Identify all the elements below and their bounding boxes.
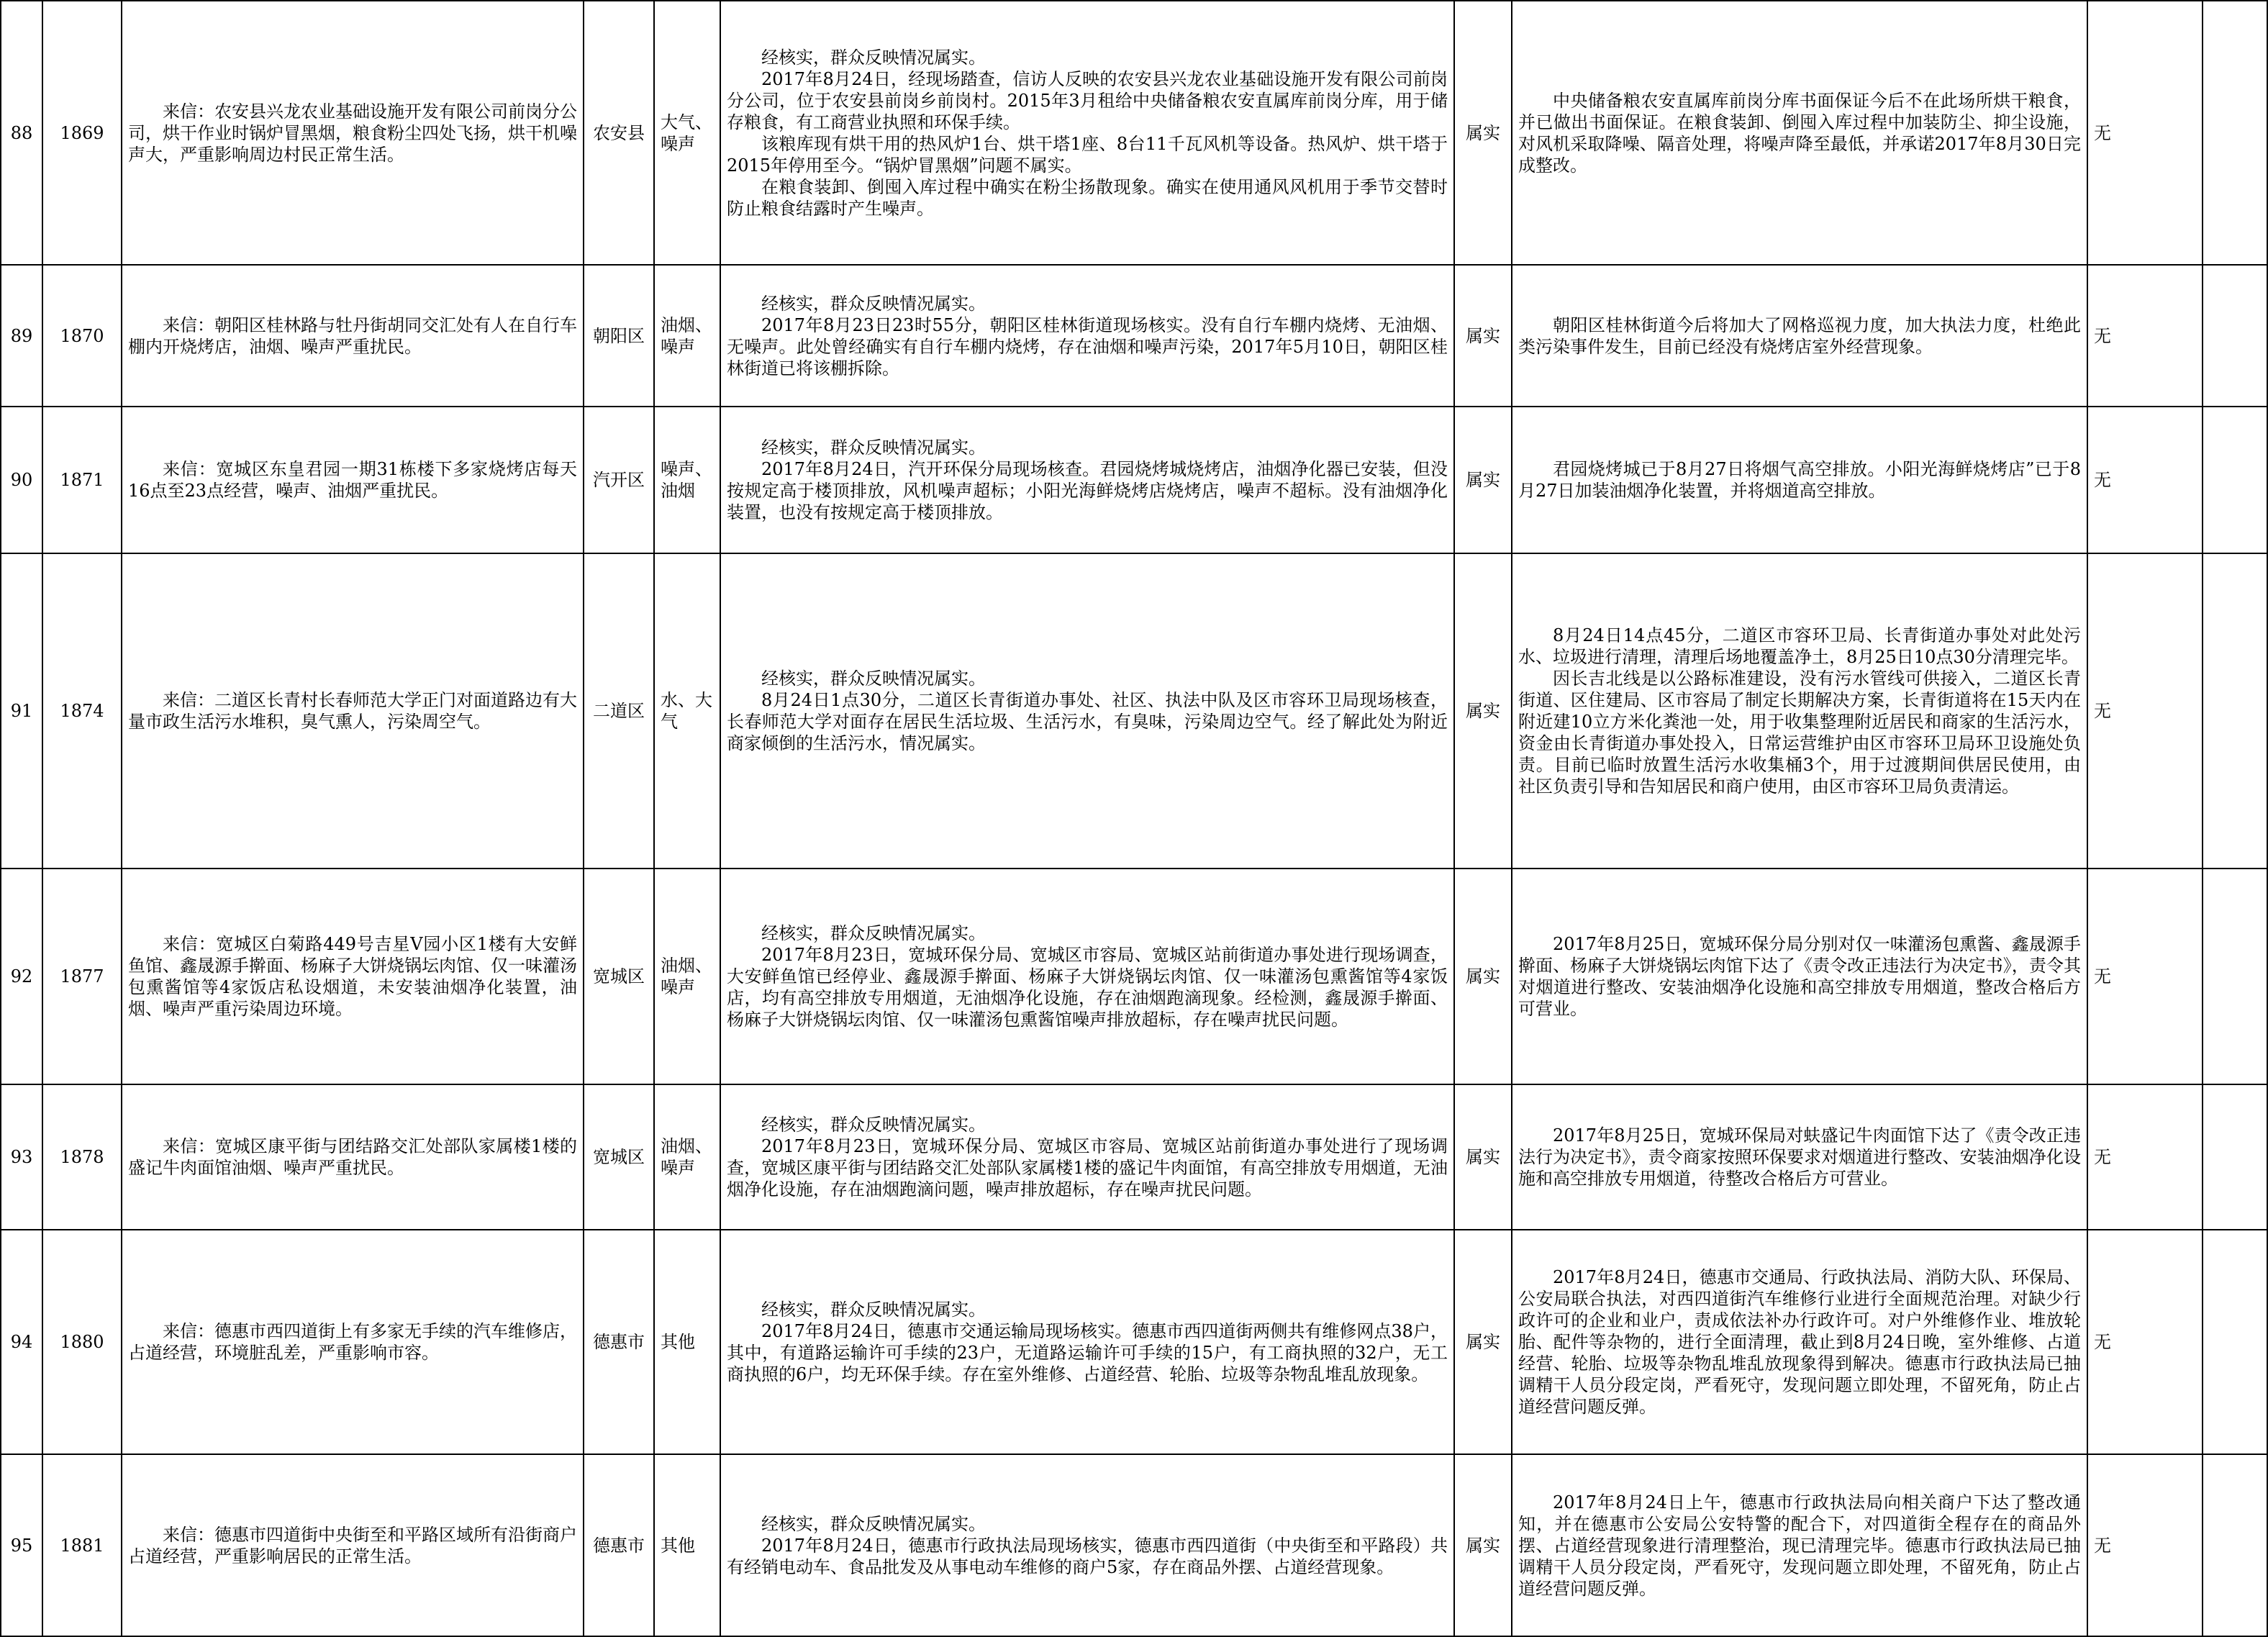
district: 二道区 — [584, 553, 654, 869]
handling-text — [1512, 1454, 2087, 1636]
investigation-text — [720, 1230, 1454, 1454]
investigation-text — [720, 407, 1454, 553]
table-row — [1, 1454, 2267, 1636]
investigation-paragraph: 2017年8月23日23时55分，朝阳区桂林街道现场核实。没有自行车棚内烧烤、无油烟、无噪声。此处曾经确实有自行车棚内烧烤，存在油烟和噪声污染，2017年5月10日，朝阳区桂林街道已将该棚拆除。 — [727, 314, 1448, 378]
empty-cell — [2203, 1230, 2267, 1454]
investigation-text — [720, 265, 1454, 407]
table-row — [1, 869, 2267, 1084]
case-code: 1874 — [42, 553, 122, 869]
investigation-paragraph: 经核实，群众反映情况属实。 — [761, 293, 986, 314]
handling-text — [1512, 869, 2087, 1084]
investigation-paragraph: 8月24日1点30分，二道区长青街道办事处、社区、执法中队及区市容环卫局现场核查，长春师范大学对面存在居民生活垃圾、生活污水，有臭味，污染周边空气。经了解此处为附近商家倾倒的生活污水，情况属实。 — [727, 690, 1448, 753]
pollution-type: 噪声、油烟 — [654, 407, 720, 553]
complaint-paragraph: 来信：德惠市四道街中央街至和平路区域所有沿街商户占道经营，严重影响居民的正常生活。 — [128, 1524, 577, 1566]
table-body — [1, 1, 2267, 1636]
district: 德惠市 — [584, 1230, 654, 1454]
handling-text — [1512, 1, 2087, 265]
district: 朝阳区 — [584, 265, 654, 407]
verdict: 属实 — [1454, 407, 1512, 553]
table-row — [1, 265, 2267, 407]
investigation-paragraph: 经核实，群众反映情况属实。 — [761, 923, 986, 943]
district: 宽城区 — [584, 1084, 654, 1230]
handling-paragraph: 2017年8月24日上午，德惠市行政执法局向相关商户下达了整改通知，并在德惠市公安局公安特警的配合下，对四道街全程存在的商品外摆、占道经营现象进行清理整治，现已清理完毕。德惠市行政执法局已抽调精干人员分段定岗，严看死守，发现问题立即处理，不留死角，防止占道经营问题反弹。 — [1518, 1492, 2081, 1599]
handling-text — [1512, 1230, 2087, 1454]
investigation-paragraph: 2017年8月24日，汽开环保分局现场核查。君园烧烤城烧烤店，油烟净化器已安装，但没按规定高于楼顶排放，风机噪声超标；小阳光海鲜烧烤店烧烤店，噪声不超标。没有油烟净化装置，也没有按规定高于楼顶排放。 — [727, 459, 1448, 522]
empty-cell — [2203, 553, 2267, 869]
row-number: 91 — [1, 553, 42, 869]
verdict: 属实 — [1454, 869, 1512, 1084]
pollution-type: 水、大气 — [654, 553, 720, 869]
row-number: 90 — [1, 407, 42, 553]
investigation-paragraph: 经核实，群众反映情况属实。 — [761, 668, 986, 689]
district: 汽开区 — [584, 407, 654, 553]
complaint-text — [122, 1, 584, 265]
complaint-text — [122, 1230, 584, 1454]
handling-paragraph: 因长吉北线是以公路标准建设，没有污水管线可供接入，二道区长青街道、区住建局、区市容局了制定长期解决方案，长青街道将在15天内在附近建10立方米化粪池一处，用于收集整理附近居民和商家的生活污水，资金由长青街道办事处投入，日常运营维护由区市容环卫局环卫设施处负责。目前已临时放置生活污水收集桶3个，用于过渡期间供居民使用，由社区负责引导和告知居民和商户使用，由区市容环卫局负责清运。 — [1518, 668, 2081, 797]
empty-cell — [2203, 1084, 2267, 1230]
row-number: 93 — [1, 1084, 42, 1230]
complaint-paragraph: 来信：宽城区康平街与团结路交汇处部队家属楼1楼的盛记牛肉面馆油烟、噪声严重扰民。 — [128, 1136, 577, 1178]
handling-text — [1512, 407, 2087, 553]
complaint-paragraph: 来信：二道区长青村长春师范大学正门对面道路边有大量市政生活污水堆积，臭气熏人，污染周空气。 — [128, 690, 577, 732]
empty-cell — [2203, 1, 2267, 265]
investigation-paragraph: 该粮库现有烘干用的热风炉1台、烘干塔1座、8台11千瓦风机等设备。热风炉、烘干塔于2015年停用至今。“锅炉冒黑烟”问题不属实。 — [727, 133, 1448, 176]
district: 宽城区 — [584, 869, 654, 1084]
accountability: 无 — [2087, 1084, 2203, 1230]
verdict: 属实 — [1454, 1, 1512, 265]
handling-paragraph: 8月24日14点45分，二道区市容环卫局、长青街道办事处对此处污水、垃圾进行清理，清理后场地覆盖净土，8月25日10点30分清理完毕。 — [1518, 625, 2081, 667]
pollution-type: 其他 — [654, 1454, 720, 1636]
handling-paragraph: 2017年8月24日，德惠市交通局、行政执法局、消防大队、环保局、公安局联合执法，对西四道街汽车维修行业进行全面规范治理。对缺少行政许可的企业和业户，责成依法补办行政许可。对户外维修作业、堆放轮胎、配件等杂物的，进行全面清理，截止到8月24日晚，室外维修、占道经营、轮胎、垃圾等杂物乱堆乱放现象得到解决。德惠市行政执法局已抽调精干人员分段定岗，严看死守，发现问题立即处理，不留死角，防止占道经营问题反弹。 — [1518, 1267, 2081, 1417]
complaint-text — [122, 553, 584, 869]
accountability: 无 — [2087, 265, 2203, 407]
case-code: 1878 — [42, 1084, 122, 1230]
investigation-text — [720, 1, 1454, 265]
table-row — [1, 553, 2267, 869]
pollution-type: 油烟、噪声 — [654, 869, 720, 1084]
pollution-type: 其他 — [654, 1230, 720, 1454]
investigation-paragraph: 经核实，群众反映情况属实。 — [761, 1513, 986, 1534]
verdict: 属实 — [1454, 1084, 1512, 1230]
verdict: 属实 — [1454, 1454, 1512, 1636]
investigation-paragraph: 经核实，群众反映情况属实。 — [761, 47, 986, 68]
pollution-type: 油烟、噪声 — [654, 265, 720, 407]
investigation-paragraph: 经核实，群众反映情况属实。 — [761, 437, 986, 458]
accountability: 无 — [2087, 407, 2203, 553]
handling-paragraph: 朝阳区桂林街道今后将加大了网格巡视力度，加大执法力度，杜绝此类污染事件发生，目前已经没有烧烤店室外经营现象。 — [1518, 314, 2081, 357]
investigation-paragraph: 2017年8月23日，宽城环保分局、宽城区市容局、宽城区站前街道办事处进行现场调查，大安鲜鱼馆已经停业、鑫晟源手擀面、杨麻子大饼烧锅坛肉馆、仅一味灌汤包熏酱馆等4家饭店，均有高空排放专用烟道，无油烟净化设施，存在油烟跑滴现象。经检测，鑫晟源手擀面、杨麻子大饼烧锅坛肉馆、仅一味灌汤包熏酱馆噪声排放超标，存在噪声扰民问题。 — [727, 945, 1448, 1030]
empty-cell — [2203, 265, 2267, 407]
investigation-paragraph: 经核实，群众反映情况属实。 — [761, 1300, 986, 1320]
accountability: 无 — [2087, 553, 2203, 869]
table-row — [1, 1, 2267, 265]
complaint-paragraph: 来信：农安县兴龙农业基础设施开发有限公司前岗分公司，烘干作业时锅炉冒黑烟，粮食粉尘四处飞扬，烘干机噪声大，严重影响周边村民正常生活。 — [128, 101, 577, 165]
case-code: 1869 — [42, 1, 122, 265]
row-number: 94 — [1, 1230, 42, 1454]
verdict: 属实 — [1454, 1230, 1512, 1454]
table-row — [1, 1084, 2267, 1230]
handling-paragraph: 君园烧烤城已于8月27日将烟气高空排放。小阳光海鲜烧烤店”已于8月27日加装油烟净化装置，并将烟道高空排放。 — [1518, 459, 2081, 501]
complaint-paragraph: 来信：德惠市西四道街上有多家无手续的汽车维修店，占道经营，环境脏乱差，严重影响市容。 — [128, 1321, 577, 1363]
complaint-text — [122, 1454, 584, 1636]
complaint-paragraph: 来信：朝阳区桂林路与牡丹街胡同交汇处有人在自行车棚内开烧烤店，油烟、噪声严重扰民。 — [128, 314, 577, 357]
investigation-text — [720, 553, 1454, 869]
row-number: 95 — [1, 1454, 42, 1636]
district: 德惠市 — [584, 1454, 654, 1636]
verdict: 属实 — [1454, 265, 1512, 407]
empty-cell — [2203, 869, 2267, 1084]
complaint-paragraph: 来信：宽城区东皇君园一期31栋楼下多家烧烤店每天16点至23点经营，噪声、油烟严重扰民。 — [128, 459, 577, 501]
handling-text — [1512, 553, 2087, 869]
investigation-text — [720, 1084, 1454, 1230]
empty-cell — [2203, 1454, 2267, 1636]
handling-paragraph: 2017年8月25日，宽城环保局对蚨盛记牛肉面馆下达了《责令改正违法行为决定书》，责令商家按照环保要求对烟道进行整改、安装油烟净化设施和高空排放专用烟道，待整改合格后方可营业。 — [1518, 1125, 2081, 1189]
complaint-text — [122, 407, 584, 553]
handling-text — [1512, 265, 2087, 407]
table-row — [1, 1230, 2267, 1454]
investigation-paragraph: 2017年8月24日，德惠市交通运输局现场核实。德惠市西四道街两侧共有维修网点38户，其中，有道路运输许可手续的23户，无道路运输许可手续的15户，有工商执照的32户，无工商执照的6户，均无环保手续。存在室外维修、占道经营、轮胎、垃圾等杂物乱堆乱放现象。 — [727, 1321, 1448, 1384]
complaint-paragraph: 来信：宽城区白菊路449号吉星V园小区1楼有大安鲜鱼馆、鑫晟源手擀面、杨麻子大饼烧锅坛肉馆、仅一味灌汤包熏酱馆等4家饭店私设烟道，未安装油烟净化装置，油烟、噪声严重污染周边环境。 — [128, 934, 577, 1019]
case-code: 1880 — [42, 1230, 122, 1454]
case-code: 1881 — [42, 1454, 122, 1636]
accountability: 无 — [2087, 1, 2203, 265]
accountability: 无 — [2087, 1454, 2203, 1636]
complaint-text — [122, 265, 584, 407]
pollution-type: 大气、噪声 — [654, 1, 720, 265]
table-row — [1, 407, 2267, 553]
empty-cell — [2203, 407, 2267, 553]
case-code: 1870 — [42, 265, 122, 407]
handling-paragraph: 2017年8月25日，宽城环保分局分别对仅一味灌汤包熏酱、鑫晟源手擀面、杨麻子大饼烧锅坛肉馆下达了《责令改正违法行为决定书》，责令其对烟道进行整改、安装油烟净化设施和高空排放专用烟道，整改合格后方可营业。 — [1518, 934, 2081, 1019]
handling-paragraph: 中央储备粮农安直属库前岗分库书面保证今后不在此场所烘干粮食，并已做出书面保证。在粮食装卸、倒囤入库过程中加装防尘、抑尘设施，对风机采取降噪、隔音处理，将噪声降至最低，并承诺2017年8月30日完成整改。 — [1518, 90, 2081, 176]
case-code: 1877 — [42, 869, 122, 1084]
investigation-paragraph: 经核实，群众反映情况属实。 — [761, 1115, 986, 1135]
row-number: 89 — [1, 265, 42, 407]
row-number: 88 — [1, 1, 42, 265]
case-code: 1871 — [42, 407, 122, 553]
district: 农安县 — [584, 1, 654, 265]
investigation-text — [720, 869, 1454, 1084]
accountability: 无 — [2087, 869, 2203, 1084]
investigation-paragraph: 2017年8月24日，德惠市行政执法局现场核实，德惠市西四道街（中央街至和平路段）共有经销电动车、食品批发及从事电动车维修的商户5家，存在商品外摆、占道经营现象。 — [727, 1535, 1448, 1577]
investigation-paragraph: 2017年8月23日，宽城环保分局、宽城区市容局、宽城区站前街道办事处进行了现场调查，宽城区康平街与团结路交汇处部队家属楼1楼的盛记牛肉面馆，有高空排放专用烟道，无油烟净化设施，存在油烟跑滴问题，噪声排放超标，存在噪声扰民问题。 — [727, 1136, 1448, 1200]
verdict: 属实 — [1454, 553, 1512, 869]
complaint-text — [122, 1084, 584, 1230]
accountability: 无 — [2087, 1230, 2203, 1454]
handling-text — [1512, 1084, 2087, 1230]
investigation-text — [720, 1454, 1454, 1636]
investigation-paragraph: 2017年8月24日，经现场踏查，信访人反映的农安县兴龙农业基础设施开发有限公司前岗分公司，位于农安县前岗乡前岗村。2015年3月租给中央储备粮农安直属库前岗分库，用于储存粮食，有工商营业执照和环保手续。 — [727, 68, 1448, 132]
row-number: 92 — [1, 869, 42, 1084]
investigation-paragraph: 在粮食装卸、倒囤入库过程中确实在粉尘扬散现象。确实在使用通风风机用于季节交替时防止粮食结露时产生噪声。 — [727, 176, 1448, 219]
pollution-type: 油烟、噪声 — [654, 1084, 720, 1230]
complaint-text — [122, 869, 584, 1084]
